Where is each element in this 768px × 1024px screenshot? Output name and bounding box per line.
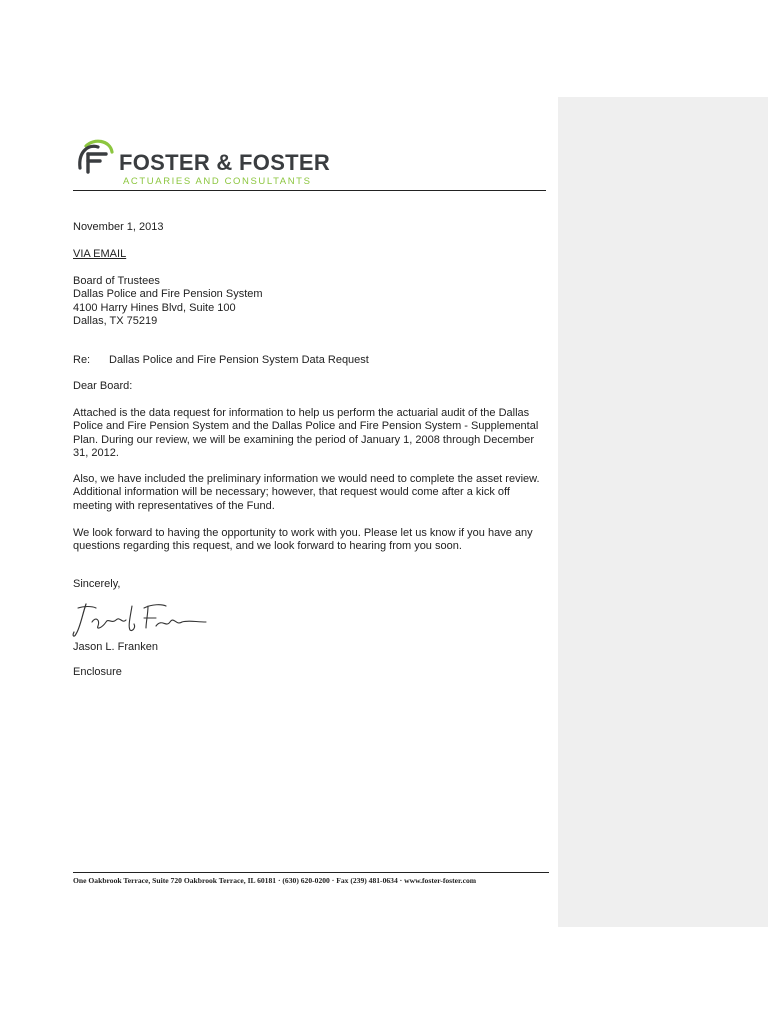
letter-date: November 1, 2013 bbox=[73, 221, 164, 233]
re-subject: Dallas Police and Fire Pension System Data Request bbox=[109, 354, 369, 366]
signer-name: Jason L. Franken bbox=[73, 641, 158, 653]
paragraph-3 bbox=[73, 527, 553, 554]
recipient-line-2: Dallas Police and Fire Pension System bbox=[73, 288, 263, 301]
footer-address: One Oakbrook Terrace, Suite 720 Oakbrook Terrace, IL 60181 · (630) 620-0200 · Fax (239) 481-0634 · www.foster-foster.com bbox=[73, 876, 477, 885]
recipient-line-1: Board of Trustees bbox=[73, 275, 160, 287]
footer-rule bbox=[73, 872, 549, 873]
paragraph-1-line-2: Police and Fire Pension System and the Dallas Police and Fire Pension System - Supplemental bbox=[73, 420, 539, 433]
paragraph-2-line-2: Additional information will be necessary; however, that request would come after a kick off bbox=[73, 486, 510, 499]
paragraph-2 bbox=[73, 473, 553, 513]
enclosure-note: Enclosure bbox=[73, 666, 122, 678]
recipient-line-4: Dallas, TX 75219 bbox=[73, 315, 158, 328]
company-logo bbox=[76, 138, 356, 190]
paragraph-1-line-1: Attached is the data request for information to help us perform the actuarial audit of the Dallas bbox=[73, 407, 530, 419]
re-label: Re: bbox=[73, 354, 91, 366]
paragraph-2-line-3: meeting with representatives of the Fund. bbox=[73, 499, 275, 512]
paragraph-1 bbox=[73, 407, 553, 461]
foster-logo-icon bbox=[76, 138, 116, 178]
recipient-line-3: 4100 Harry Hines Blvd, Suite 100 bbox=[73, 301, 236, 314]
delivery-method: VIA EMAIL bbox=[73, 248, 127, 260]
logo-brand-name: FOSTER & FOSTER bbox=[119, 150, 331, 175]
handwritten-signature bbox=[70, 598, 208, 642]
paragraph-1-line-3: Plan. During our review, we will be examining the period of January 1, 2008 through December bbox=[73, 433, 535, 446]
paragraph-1-line-4: 31, 2012. bbox=[73, 447, 119, 460]
comment-pane bbox=[558, 97, 768, 927]
paragraph-3-line-1: We look forward to having the opportunity to work with you. Please let us know if you have any bbox=[73, 527, 533, 539]
header-rule bbox=[73, 190, 546, 191]
salutation: Dear Board: bbox=[73, 380, 133, 392]
paragraph-3-line-2: questions regarding this request, and we look forward to hearing from you soon. bbox=[73, 540, 462, 553]
closing: Sincerely, bbox=[73, 578, 121, 590]
paragraph-2-line-1: Also, we have included the preliminary information we would need to complete the asset review. bbox=[73, 473, 540, 485]
logo-tagline: ACTUARIES AND CONSULTANTS bbox=[123, 176, 312, 187]
